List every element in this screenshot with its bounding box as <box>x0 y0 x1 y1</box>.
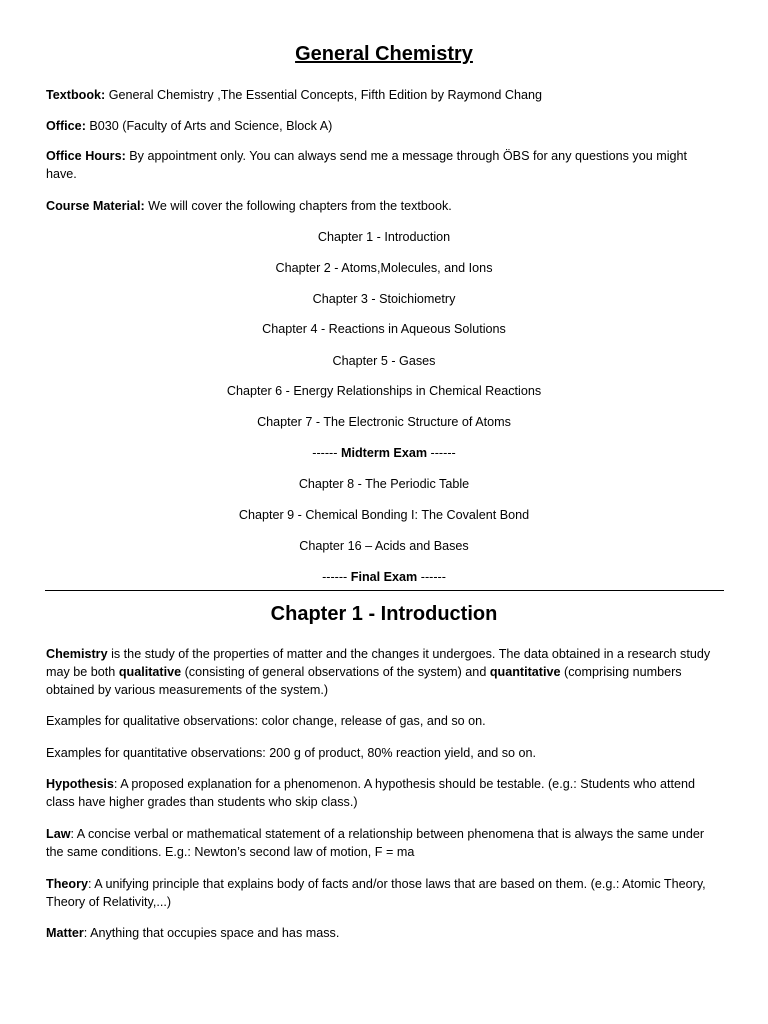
chemistry-text-1: is the study of the properties of matter and the changes it undergoes. The data obtained in a research study may be both <box>46 647 711 679</box>
law-paragraph <box>46 825 711 861</box>
chemistry-text-3: (comprising numbers obtained by various measurements of the system.) <box>46 665 682 697</box>
chapter-list-item: Chapter 8 - The Periodic Table <box>298 477 470 491</box>
textbook-text: General Chemistry ,The Essential Concepts, Fifth Edition by Raymond Chang <box>105 88 543 102</box>
theory-paragraph <box>46 875 711 911</box>
document-title: General Chemistry <box>295 43 473 65</box>
midterm-exam-marker <box>0 444 768 462</box>
course-material-label: Course Material: <box>46 199 145 213</box>
qualitative-term: qualitative <box>118 665 182 679</box>
chapter-list-item: Chapter 16 – Acids and Bases <box>299 539 469 553</box>
qualitative-examples: Examples for qualitative observations: color change, release of gas, and so on. <box>46 714 486 728</box>
theory-text: : A unifying principle that explains body of facts and/or those laws that are based on them. (e.g.: Atomic Theory, Theory of Relativity,...) <box>46 877 706 909</box>
office-hours-label: Office Hours: <box>46 149 126 163</box>
matter-text: : Anything that occupies space and has mass. <box>83 926 340 940</box>
quantitative-examples: Examples for quantitative observations: 200 g of product, 80% reaction yield, and so on. <box>46 746 537 760</box>
chapter-list-item: Chapter 3 - Stoichiometry <box>312 292 456 306</box>
textbook-label: Textbook: <box>46 88 106 102</box>
matter-term: Matter <box>46 926 84 940</box>
theory-term: Theory <box>46 877 88 891</box>
midterm-label: Midterm Exam <box>340 446 428 460</box>
midterm-dashes-right: ------ <box>427 446 456 460</box>
office-hours-text: By appointment only. You can always send me a message through ÖBS for any questions you might have. <box>46 149 687 181</box>
textbook-line <box>46 86 726 104</box>
hypothesis-text: : A proposed explanation for a phenomenon. A hypothesis should be testable. (e.g.: Students who attend class have higher grades than students who skip class.) <box>46 777 696 809</box>
chapter-list-item: Chapter 7 - The Electronic Structure of Atoms <box>257 415 511 429</box>
hypothesis-paragraph <box>46 775 726 811</box>
chapter-list-item: Chapter 2 - Atoms,Molecules, and Ions <box>275 261 493 275</box>
chapter-list-item: Chapter 6 - Energy Relationships in Chemical Reactions <box>226 384 542 398</box>
chapter-list-item: Chapter 5 - Gases <box>332 354 436 368</box>
office-hours-line <box>46 147 711 183</box>
chemistry-paragraph <box>46 645 711 699</box>
section-divider <box>45 590 724 591</box>
final-exam-marker <box>0 568 768 586</box>
course-material-line <box>46 197 726 215</box>
office-text: B030 (Faculty of Arts and Science, Block A) <box>85 119 333 133</box>
matter-paragraph <box>46 924 726 942</box>
chapter-list-item: Chapter 4 - Reactions in Aqueous Solutions <box>262 322 506 336</box>
chapter-1-heading: Chapter 1 - Introduction <box>270 603 498 625</box>
final-label: Final Exam <box>350 570 418 584</box>
final-dashes-right: ------ <box>417 570 446 584</box>
office-label: Office: <box>46 119 86 133</box>
midterm-dashes-left: ------ <box>312 446 341 460</box>
chapter-list-item: Chapter 9 - Chemical Bonding I: The Covalent Bond <box>238 508 530 522</box>
law-text: : A concise verbal or mathematical statement of a relationship between phenomena that is always the same under the same conditions. E.g.: Newton’s second law of motion, F = ma <box>46 827 705 859</box>
office-line <box>46 117 726 135</box>
chapter-list-item: Chapter 1 - Introduction <box>317 230 451 244</box>
final-dashes-left: ------ <box>322 570 351 584</box>
chemistry-term: Chemistry <box>46 647 108 661</box>
law-term: Law <box>46 827 71 841</box>
quantitative-term: quantitative <box>489 665 561 679</box>
hypothesis-term: Hypothesis <box>46 777 114 791</box>
chemistry-text-2: (consisting of general observations of the system) and <box>181 665 490 679</box>
course-material-text: We will cover the following chapters from the textbook. <box>144 199 452 213</box>
